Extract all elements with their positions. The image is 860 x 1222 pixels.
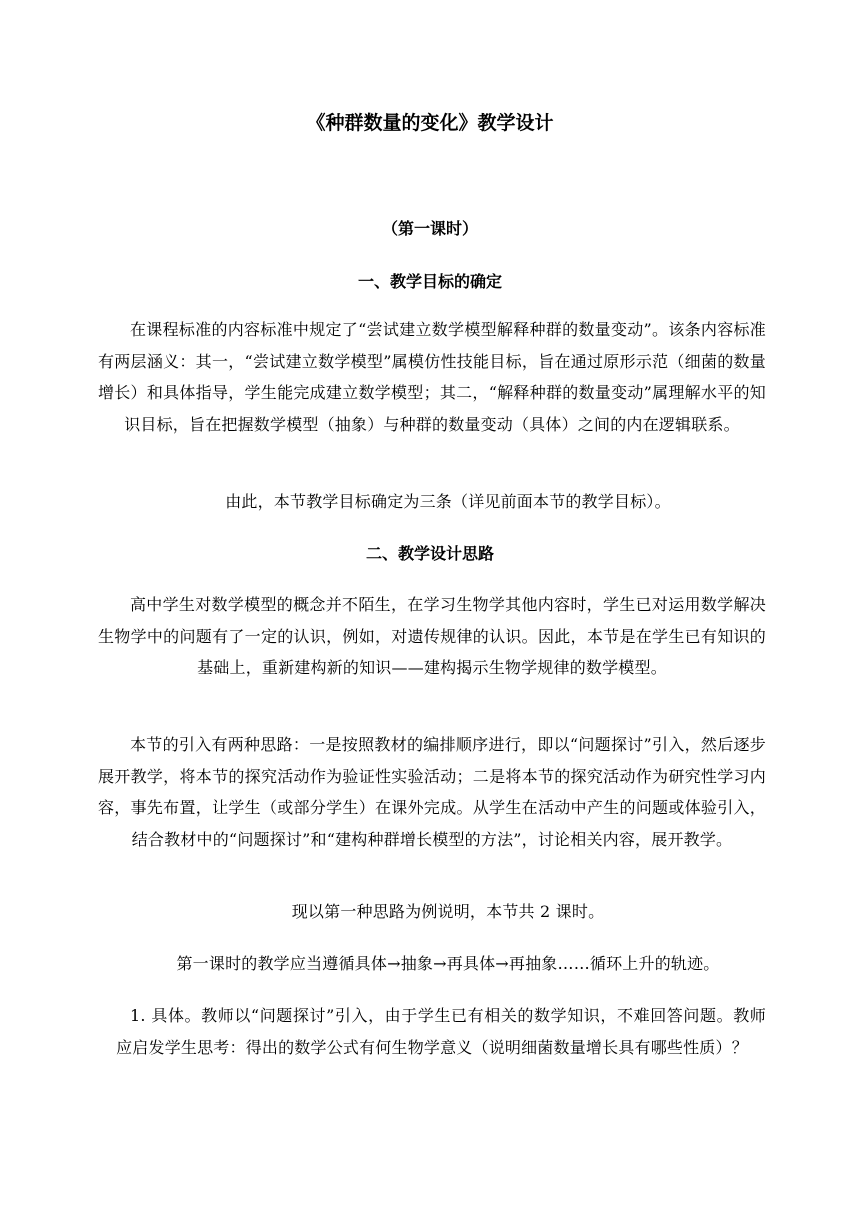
- section-heading-design: 二、教学设计思路: [365, 544, 494, 563]
- paragraph-design-1: 高中学生对数学模型的概念并不陌生，在学习生物学其他内容时，学生已对运用数学解决生物学中的问题有了一定的认识，例如，对遗传规律的认识。因此，本节是在学生已有知识的基础上，重新建构新的知识——建构揭示生物学规律的数学模型。: [98, 595, 766, 677]
- paragraph-design-2: 本节的引入有两种思路：一是按照教材的编排顺序进行，即以“问题探讨”引入，然后逐步展开教学，将本节的探究活动作为验证性实验活动；二是将本节的探究活动作为研究性学习内容，事先布置，让学生（或部分学生）在课外完成。从学生在活动中产生的问题或体验引入，结合教材中的“问题探讨”和“建构种群增长模型的方法”，讨论相关内容，展开教学。: [98, 735, 766, 849]
- paragraph-design-5: 1. 具体。教师以“问题探讨”引入，由于学生已有相关的数学知识，不难回答问题。教师应启发学生思考：得出的数学公式有何生物学意义（说明细菌数量增长具有哪些性质）？: [116, 1006, 766, 1057]
- paragraph-design-3: 现以第一种思路为例说明，本节共 2 课时。: [291, 902, 605, 921]
- paragraph-design-4: 第一课时的教学应当遵循具体→抽象→再具体→再抽象……循环上升的轨迹。: [176, 954, 720, 973]
- paragraph-objectives-1: 在课程标准的内容标准中规定了“尝试建立数学模型解释种群的数量变动”。该条内容标准有两层涵义：其一，“尝试建立数学模型”属模仿性技能目标，旨在通过原形示范（细菌的数量增长）和具体指导，学生能完成建立数学模型；其二，“解释种群的数量变动”属理解水平的知识目标，旨在把握数学模型（抽象）与种群的数量变动（具体）之间的内在逻辑联系。: [98, 320, 766, 434]
- lesson-label: （第一课时）: [381, 219, 478, 238]
- section-heading-objectives: 一、教学目标的确定: [357, 272, 502, 291]
- paragraph-objectives-2: 由此，本节教学目标确定为三条（详见前面本节的教学目标）。: [225, 492, 671, 511]
- document-title: 《种群数量的变化》教学设计: [306, 112, 554, 134]
